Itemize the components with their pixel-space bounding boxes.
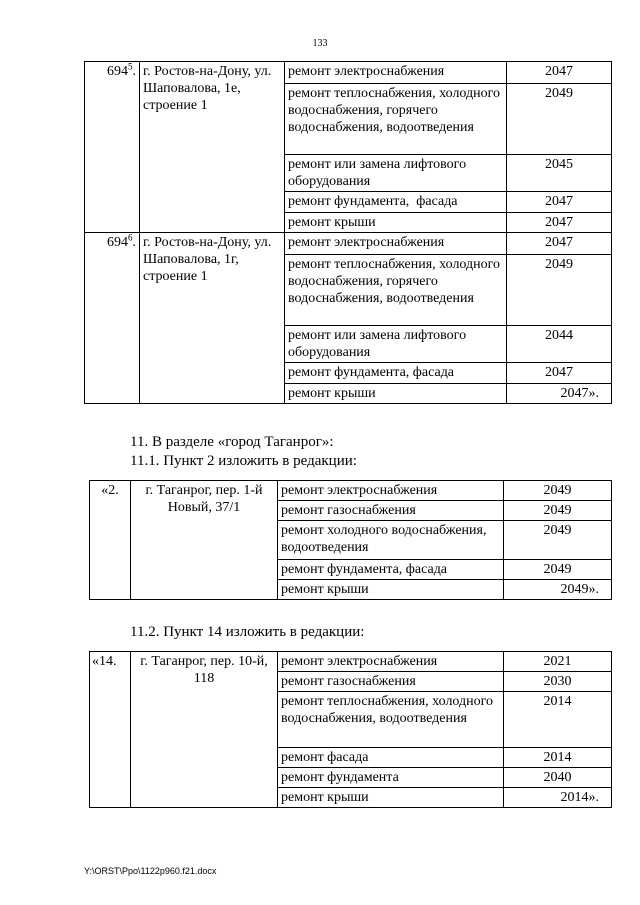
- year-cell: 2049: [504, 521, 612, 560]
- work-cell: ремонт электроснабжения: [285, 62, 507, 84]
- work-cell: ремонт газоснабжения: [278, 672, 504, 692]
- year-cell: 2047: [507, 192, 612, 213]
- work-cell: ремонт фундамента, фасада: [285, 363, 507, 384]
- work-cell: ремонт теплоснабжения, холодного водоснабжения, водоотведения: [278, 692, 504, 748]
- year-cell: 2047: [507, 233, 612, 255]
- work-cell: ремонт фундамента: [278, 768, 504, 788]
- table-row: [90, 481, 612, 501]
- table-rostov: [84, 61, 612, 404]
- work-cell: ремонт крыши: [278, 580, 504, 600]
- year-cell: 2030: [504, 672, 612, 692]
- year-cell: 2049: [507, 84, 612, 155]
- table-taganrog-item-14: [89, 651, 612, 808]
- year-cell: 2021: [504, 652, 612, 672]
- work-cell: ремонт холодного водоснабжения, водоотведения: [278, 521, 504, 560]
- work-cell: ремонт крыши: [278, 788, 504, 808]
- paragraph-11-2: 11.2. Пункт 14 изложить в редакции:: [130, 624, 365, 640]
- item-number: $694^5$.: [85, 62, 140, 233]
- page-number: 133: [312, 38, 328, 49]
- year-cell: 2047: [507, 62, 612, 84]
- work-cell: ремонт фасада: [278, 748, 504, 768]
- address-cell: г. Ростов-на-Дону, ул. Шаповалова, 1е, строение 1: [140, 62, 285, 233]
- work-cell: ремонт фундамента, фасада: [285, 192, 507, 213]
- work-cell: ремонт крыши: [285, 384, 507, 404]
- work-cell: ремонт теплоснабжения, холодного водоснабжения, горячего водоснабжения, водоотведения: [285, 255, 507, 326]
- year-cell: 2040: [504, 768, 612, 788]
- year-cell: 2047: [507, 213, 612, 233]
- work-cell: ремонт газоснабжения: [278, 501, 504, 521]
- work-cell: ремонт электроснабжения: [278, 652, 504, 672]
- work-cell: ремонт крыши: [285, 213, 507, 233]
- year-cell: 2049».: [504, 580, 612, 600]
- item-number: $694^6$.: [85, 233, 140, 404]
- year-cell: 2047: [507, 363, 612, 384]
- work-cell: ремонт электроснабжения: [285, 233, 507, 255]
- address-cell: г. Таганрог, пер. 1-й Новый, 37/1: [131, 481, 278, 600]
- address-cell: г. Ростов-на-Дону, ул. Шаповалова, 1г, строение 1: [140, 233, 285, 404]
- year-cell: 2014: [504, 692, 612, 748]
- work-cell: ремонт теплоснабжения, холодного водоснабжения, горячего водоснабжения, водоотведения: [285, 84, 507, 155]
- year-cell: 2045: [507, 155, 612, 192]
- year-cell: 2049: [507, 255, 612, 326]
- year-cell: 2014».: [504, 788, 612, 808]
- year-cell: 2049: [504, 501, 612, 521]
- table-taganrog-item-2: [89, 480, 612, 600]
- table-row: [85, 233, 612, 255]
- work-cell: ремонт или замена лифтового оборудования: [285, 155, 507, 192]
- year-cell: 2047».: [507, 384, 612, 404]
- item-number: «14.: [90, 652, 131, 808]
- paragraph-11: 11. В разделе «город Таганрог»:: [130, 434, 334, 450]
- year-cell: 2049: [504, 560, 612, 580]
- address-cell: г. Таганрог, пер. 10-й, 118: [131, 652, 278, 808]
- table-row: [85, 62, 612, 84]
- year-cell: 2014: [504, 748, 612, 768]
- work-cell: ремонт или замена лифтового оборудования: [285, 326, 507, 363]
- work-cell: ремонт электроснабжения: [278, 481, 504, 501]
- footer-file-path: Y:\ORST\Ppo\1122p960.f21.docx: [84, 866, 217, 876]
- table-row: [90, 652, 612, 672]
- paragraph-11-1: 11.1. Пункт 2 изложить в редакции:: [130, 453, 357, 469]
- work-cell: ремонт фундамента, фасада: [278, 560, 504, 580]
- year-cell: 2044: [507, 326, 612, 363]
- year-cell: 2049: [504, 481, 612, 501]
- item-number: «2.: [90, 481, 131, 600]
